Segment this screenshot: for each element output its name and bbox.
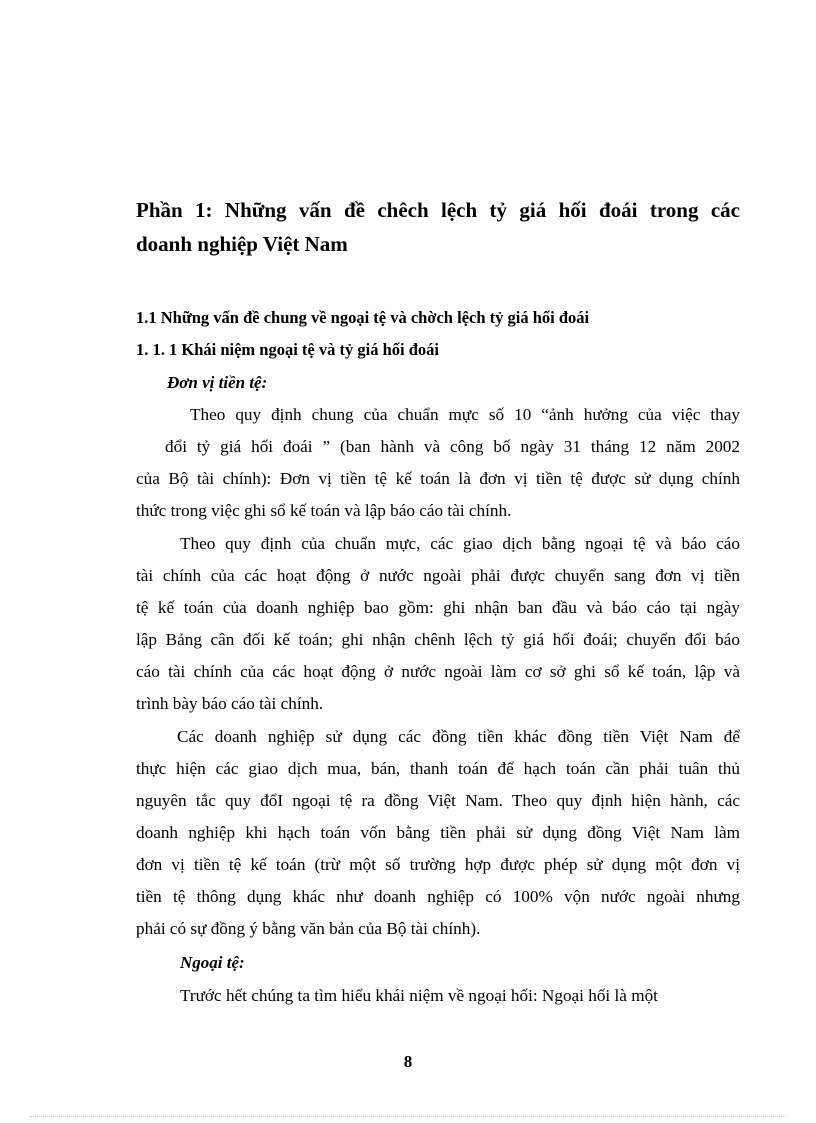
paragraph-line: Theo quy định chung của chuẩn mực số 10 “ảnh hưởng của việc thay — [190, 405, 740, 424]
paragraph-line: Theo quy định của chuẩn mực, các giao dịch bằng ngoại tệ và báo cáo — [180, 534, 740, 553]
paragraph-line: Trước hết chúng ta tìm hiểu khái niệm về ngoại hối: Ngoại hối là một — [180, 986, 658, 1005]
paragraph-line: nguyên tắc quy đổI ngoại tệ ra đồng Việt Nam. Theo quy định hiện hành, các — [136, 791, 740, 810]
term-foreign-currency: Ngoại tệ: — [180, 953, 245, 972]
section-title — [136, 193, 740, 261]
paragraph-line: cáo tài chính của các hoạt động ở nước ngoài làm cơ sở ghi sổ kế toán, lập và — [136, 662, 740, 681]
subsection-heading-1-1: 1.1 Những vấn đề chung về ngoại tệ và chờch lệch tỷ giá hối đoái — [136, 308, 590, 327]
paragraph-line: thức trong việc ghi sổ kế toán và lập báo cáo tài chính. — [136, 501, 512, 520]
paragraph-line: tài chính của các hoạt động ở nước ngoài phải được chuyển sang đơn vị tiền — [136, 566, 740, 585]
page-bottom-rule — [30, 1116, 786, 1117]
paragraph-line: thực hiện các giao dịch mua, bán, thanh toán để hạch toán cần phải tuân thủ — [136, 759, 740, 778]
paragraph-line: trình bày báo cáo tài chính. — [136, 694, 324, 713]
page-number: 8 — [403, 1052, 413, 1071]
paragraph-line: doanh nghiệp khi hạch toán vốn bằng tiền phải sử dụng đồng Việt Nam làm — [136, 823, 740, 842]
paragraph-line: tiền tệ thông dụng khác như doanh nghiệp có 100% vộn nước ngoài nhưng — [136, 887, 740, 906]
subsection-heading-1-1-1: 1. 1. 1 Khái niệm ngoại tệ và tỷ giá hối đoái — [136, 340, 439, 359]
paragraph-line: tệ kế toán của doanh nghiệp bao gồm: ghi nhận ban đầu và báo cáo tại ngày — [136, 598, 740, 617]
paragraph-line: phải có sự đồng ý bằng văn bản của Bộ tài chính). — [136, 919, 481, 938]
paragraph-line: lập Bảng cân đối kế toán; ghi nhận chênh lệch tỷ giá hối đoái; chuyển đổi báo — [136, 630, 740, 649]
paragraph-line: đơn vị tiền tệ kế toán (trừ một số trường hợp được phép sử dụng một đơn vị — [136, 855, 740, 874]
paragraph-line: đổi tỷ giá hối đoái ” (ban hành và công bố ngày 31 tháng 12 năm 2002 — [165, 437, 740, 456]
section-title-line: doanh nghiệp Việt Nam — [136, 232, 348, 256]
paragraph-line: của Bộ tài chính): Đơn vị tiền tệ kế toán là đơn vị tiền tệ được sử dụng chính — [136, 469, 740, 488]
section-title-line: Phần 1: Những vấn đề chêch lệch tỷ giá hối đoái trong các — [136, 198, 740, 222]
term-currency-unit: Đơn vị tiền tệ: — [167, 373, 268, 392]
paragraph-line: Các doanh nghiệp sử dụng các đồng tiền khác đồng tiền Việt Nam để — [177, 727, 740, 746]
